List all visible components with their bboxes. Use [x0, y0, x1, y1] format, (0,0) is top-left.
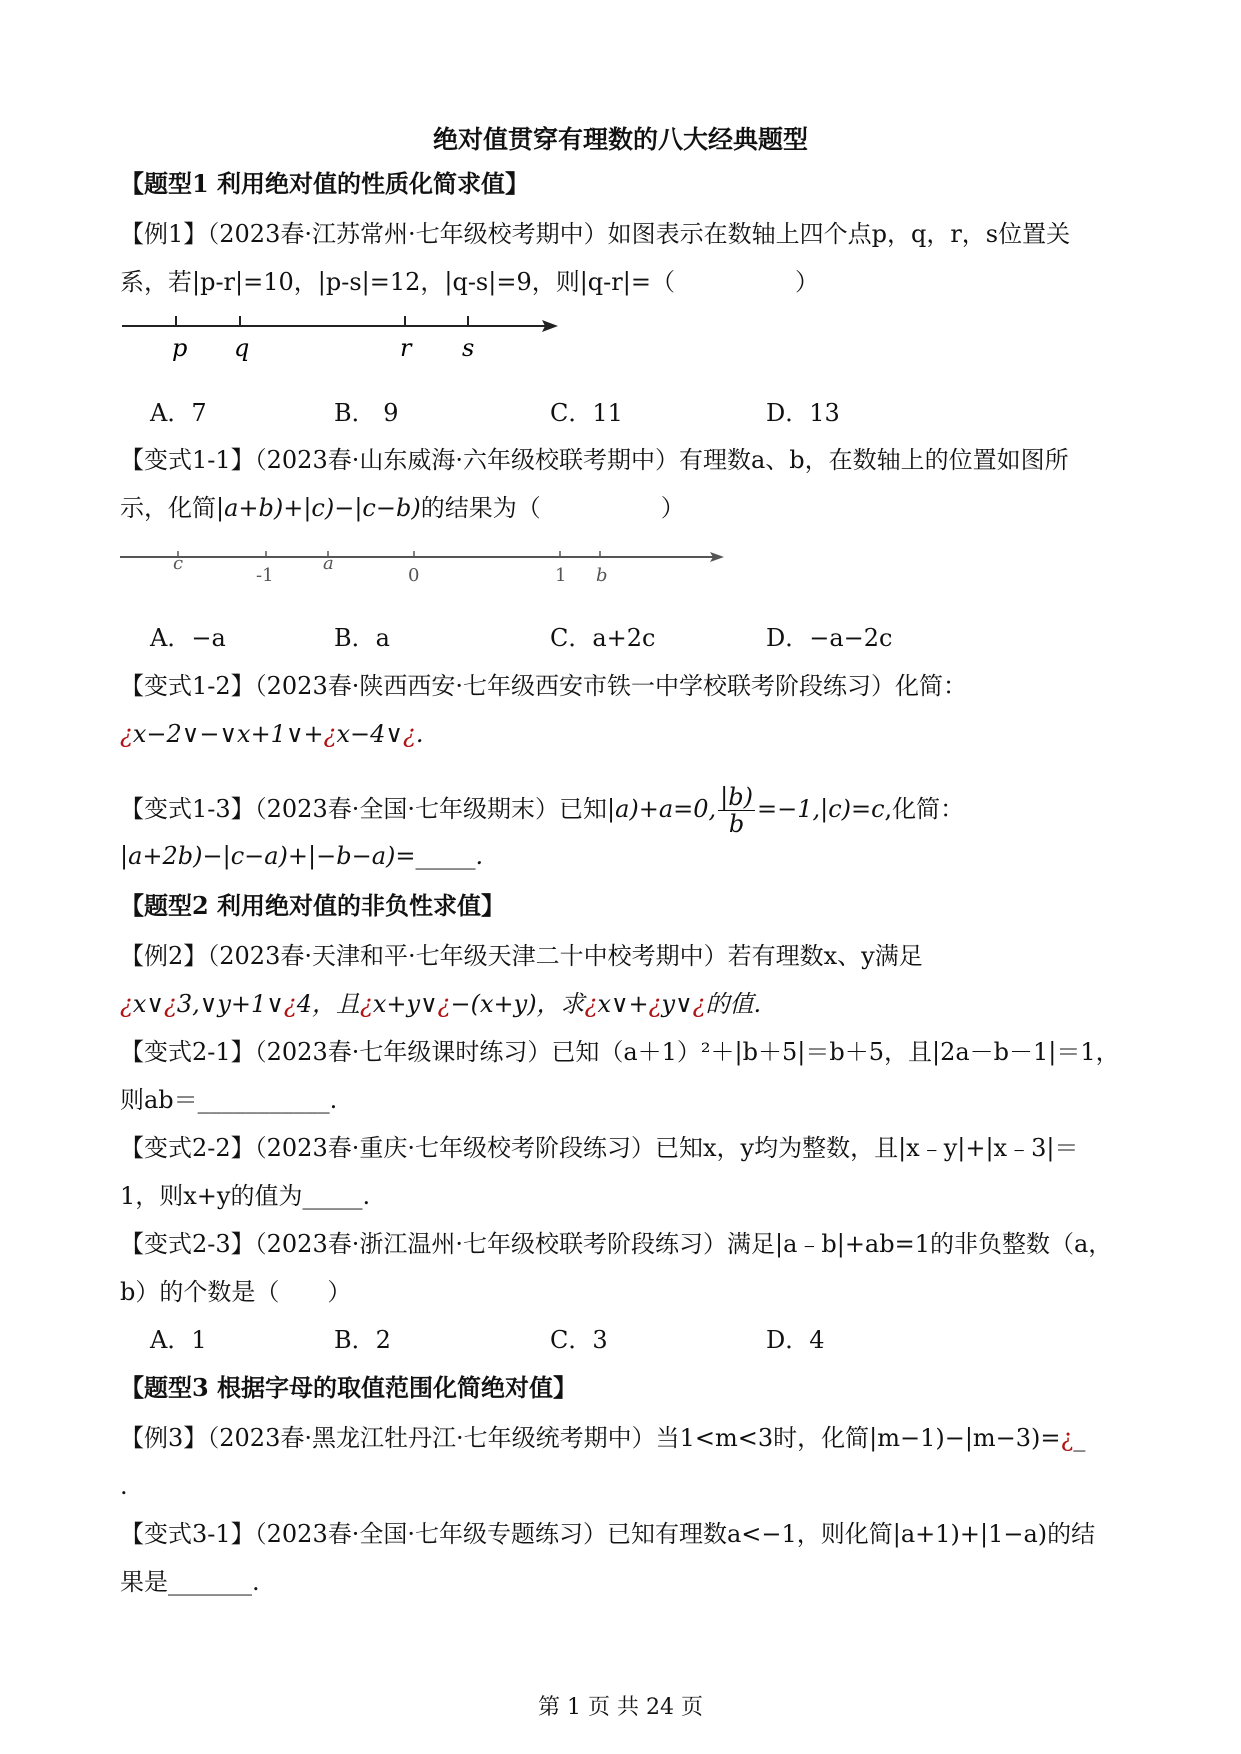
- fraction-numerator: |b): [720, 783, 753, 811]
- label-a: a: [323, 553, 334, 574]
- variant-1-1-expression: |a+b)+|c)−|c−b): [216, 494, 421, 522]
- variant-1-2-line-1: 【变式1-2】（2023春·陕西西安·七年级西安市铁一中学校联考阶段练习）化简：: [120, 672, 967, 700]
- variant-1-3-expr-1: |a)+a=0,: [606, 795, 717, 823]
- example-2-line-1: 【例2】（2023春·天津和平·七年级天津二十中校考期中）若有理数x、y满足: [120, 942, 923, 970]
- inverted-question-glyph: ¿: [648, 990, 662, 1018]
- example-2-line-2: ¿x∨¿3,∨y+1∨¿4，且¿x+y∨¿−(x+y)，求¿x∨+¿y∨¿的值.: [120, 990, 762, 1018]
- example-3-line-2: .: [120, 1472, 128, 1500]
- option-c[interactable]: C．3: [550, 1326, 608, 1354]
- inverted-question-glyph: ¿: [323, 720, 337, 748]
- variant-1-3-line-1: [120, 784, 964, 837]
- variant-1-3-line-2: |a+2b)−|c−a)+|−b−a)=_____.: [120, 842, 484, 870]
- label-r: r: [400, 334, 412, 362]
- option-d[interactable]: D．13: [766, 399, 840, 427]
- inverted-question-glyph: ¿: [402, 720, 416, 748]
- inverted-question-glyph: ¿: [692, 990, 706, 1018]
- option-c[interactable]: C．a+2c: [550, 624, 656, 652]
- variant-2-3-line-1: 【变式2-3】（2023春·浙江温州·七年级校联考阶段练习）满足|a﹣b|+ab=1的非负整数（a，: [120, 1230, 1113, 1258]
- variant-2-1-line-2: 则ab＝___________.: [120, 1086, 338, 1114]
- document-title: 绝对值贯穿有理数的八大经典题型: [432, 125, 808, 154]
- variant-2-2-line-1: 【变式2-2】（2023春·重庆·七年级校考阶段练习）已知x，y均为整数，且|x﹣y|+|x﹣3|＝: [120, 1134, 1079, 1162]
- section-2-heading: 【题型2 利用绝对值的非负性求值】: [120, 891, 506, 920]
- label-b: b: [596, 565, 608, 586]
- inverted-question-glyph: ¿: [1060, 1424, 1074, 1452]
- variant-1-3-text-a: 【变式1-3】（2023春·全国·七年级期末）已知: [120, 795, 607, 823]
- option-a[interactable]: A．7: [150, 399, 207, 427]
- inverted-question-glyph: ¿: [283, 990, 297, 1018]
- variant-1-3-fraction: [718, 784, 755, 837]
- option-c[interactable]: C．11: [550, 399, 623, 427]
- example-1-line-2: 系，若|p-r|=10，|p-s|=12，|q-s|=9，则|q-r|=（ ）: [120, 268, 819, 296]
- variant-1-1-text-a: 示，化简: [120, 494, 216, 522]
- option-d[interactable]: D．−a−2c: [766, 624, 893, 652]
- inverted-question-glyph: ¿: [120, 720, 133, 748]
- label-q: q: [234, 334, 250, 362]
- label-c: c: [173, 553, 184, 574]
- label-p: p: [172, 334, 188, 362]
- inverted-question-glyph: ¿: [120, 990, 133, 1018]
- variant-1-3-expr-2: =−1,|c)=c: [756, 795, 885, 823]
- variant-1-3-text-c: ,化简：: [884, 795, 965, 823]
- option-a[interactable]: A．−a: [150, 624, 226, 652]
- inverted-question-glyph: ¿: [163, 990, 177, 1018]
- variant-2-1-line-1: 【变式2-1】（2023春·七年级课时练习）已知（a＋1）²＋|b＋5|＝b＋5，且|2a－b－1|＝1，: [120, 1038, 1120, 1066]
- option-b[interactable]: B． 9: [334, 399, 399, 427]
- label-1: 1: [555, 565, 567, 586]
- inverted-question-glyph: ¿: [584, 990, 598, 1018]
- variant-1-1-line-1: 【变式1-1】（2023春·山东威海·六年级校联考期中）有理数a、b，在数轴上的位置如图所: [120, 446, 1069, 474]
- variant-1-2-expression: ¿x−2∨−∨x+1∨+¿x−4∨¿.: [120, 720, 424, 748]
- section-3-heading: 【题型3 根据字母的取值范围化简绝对值】: [120, 1373, 578, 1402]
- variant-2-2-line-2: 1，则x+y的值为_____.: [120, 1182, 371, 1210]
- variant-2-3-line-2: b）的个数是（ ）: [120, 1278, 352, 1306]
- example-3-line-1: 【例3】（2023春·黑龙江牡丹江·七年级统考期中）当1<m<3时，化简|m−1)−|m−3)=¿_: [120, 1424, 1086, 1452]
- option-b[interactable]: B．2: [334, 1326, 391, 1354]
- variant-1-1-text-b: 的结果为（ ）: [420, 494, 685, 522]
- variant-1-1-line-2: [120, 492, 685, 524]
- option-d[interactable]: D．4: [766, 1326, 825, 1354]
- section-1-heading: 【题型1 利用绝对值的性质化简求值】: [120, 169, 530, 198]
- label-0: 0: [408, 565, 420, 586]
- option-a[interactable]: A．1: [150, 1326, 207, 1354]
- number-line-pqrs: [120, 308, 560, 368]
- example-1-line-1: 【例1】（2023春·江苏常州·七年级校考期中）如图表示在数轴上四个点p，q，r，s位置关: [120, 220, 1071, 248]
- variant-3-1-line-1: 【变式3-1】（2023春·全国·七年级专题练习）已知有理数a<−1，则化简|a+1)+|1−a)的结: [120, 1520, 1096, 1548]
- fraction-denominator: b: [728, 810, 745, 838]
- label-s: s: [462, 334, 475, 362]
- inverted-question-glyph: ¿: [359, 990, 373, 1018]
- variant-3-1-line-2: 果是_______.: [120, 1568, 260, 1596]
- inverted-question-glyph: ¿: [437, 990, 451, 1018]
- page-footer: 第 1 页 共 24 页: [538, 1695, 703, 1720]
- number-line-abc: [118, 545, 728, 595]
- option-b[interactable]: B．a: [334, 624, 390, 652]
- label-minus-1: -1: [256, 565, 274, 586]
